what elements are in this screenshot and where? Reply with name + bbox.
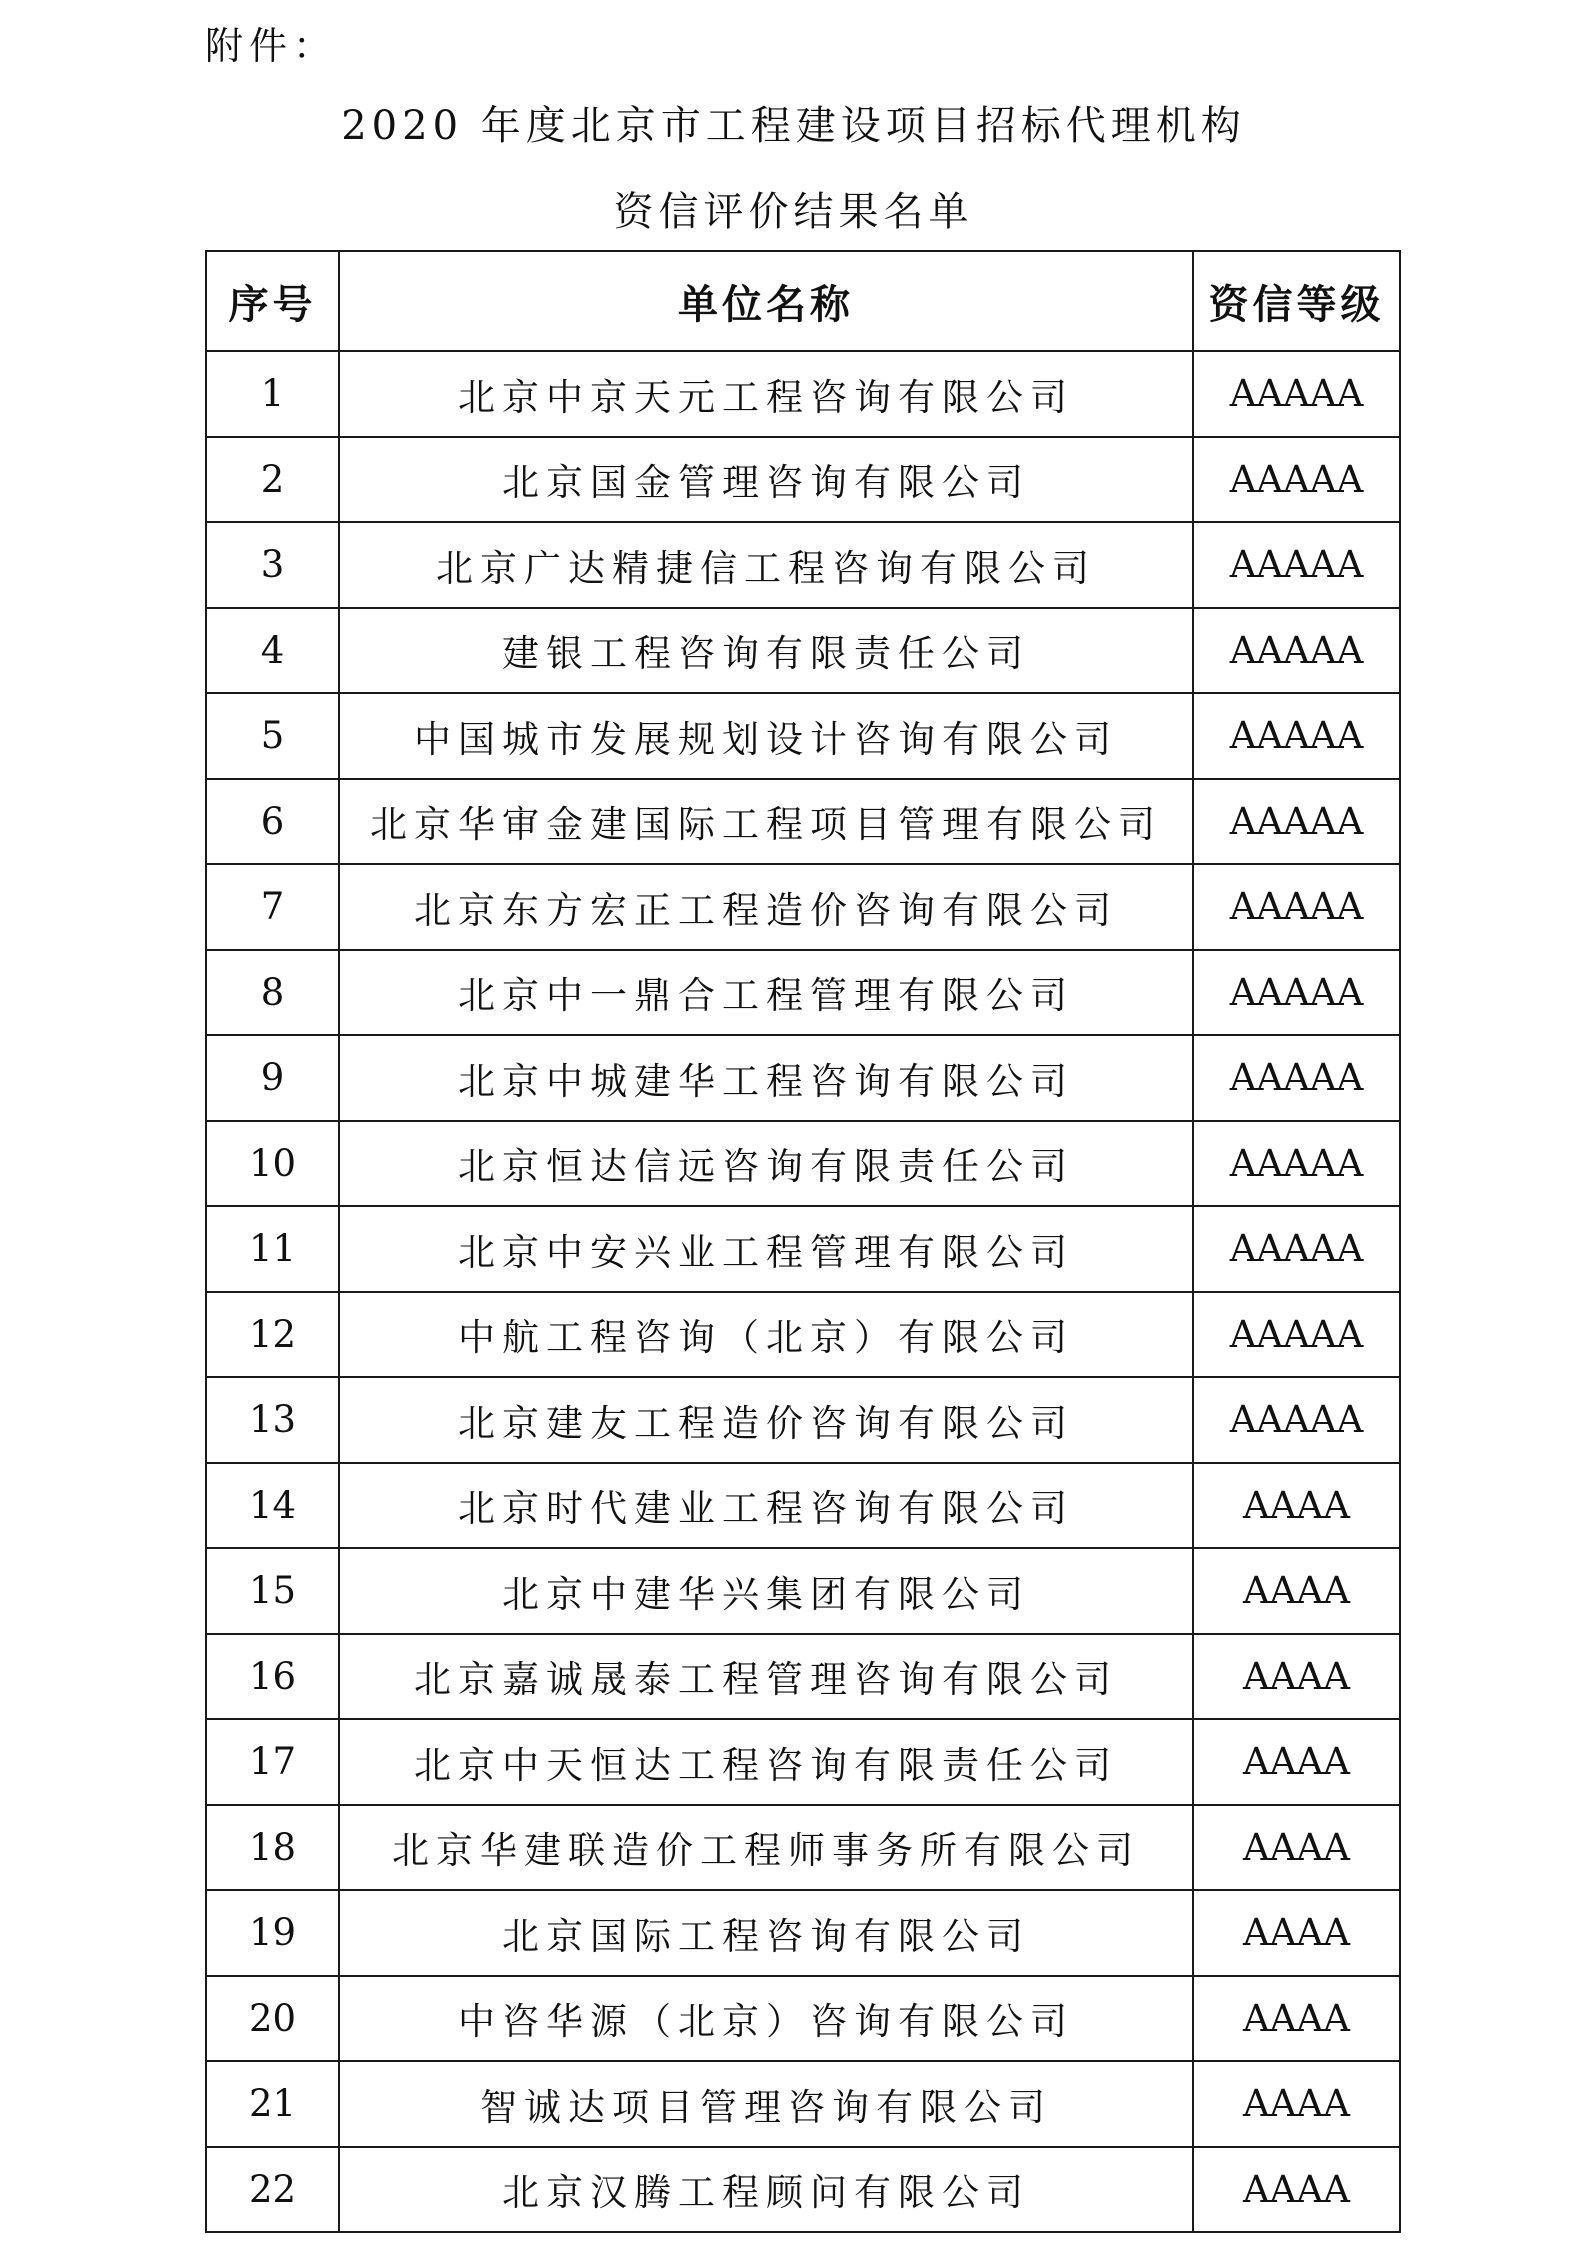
document-title-line-2: 资信评价结果名单 <box>613 189 974 235</box>
table-row <box>206 1976 1400 2062</box>
table-row <box>206 1206 1400 1292</box>
row-index: 7 <box>206 864 339 950</box>
table-row <box>206 693 1400 779</box>
row-credit-grade: AAAA <box>1193 1976 1400 2062</box>
row-index: 1 <box>206 351 339 437</box>
table-row <box>206 1805 1400 1891</box>
row-credit-grade: AAAAA <box>1193 950 1400 1036</box>
row-company-name: 中国城市发展规划设计咨询有限公司 <box>339 693 1193 779</box>
document-title-line-1: 2020 年度北京市工程建设项目招标代理机构 <box>341 103 1246 149</box>
table-row <box>206 1634 1400 1720</box>
row-index: 20 <box>206 1976 339 2062</box>
row-company-name: 北京恒达信远咨询有限责任公司 <box>339 1121 1193 1207</box>
table-row <box>206 779 1400 865</box>
row-credit-grade: AAAA <box>1193 1463 1400 1549</box>
table-row <box>206 437 1400 523</box>
table-row <box>206 1890 1400 1976</box>
row-credit-grade: AAAA <box>1193 1805 1400 1891</box>
table-row <box>206 950 1400 1036</box>
table-body <box>206 351 1400 2232</box>
table-header-row <box>206 251 1400 351</box>
row-credit-grade: AAAA <box>1193 1548 1400 1634</box>
row-credit-grade: AAAAA <box>1193 1035 1400 1121</box>
row-credit-grade: AAAAA <box>1193 693 1400 779</box>
row-credit-grade: AAAA <box>1193 1890 1400 1976</box>
row-company-name: 中咨华源（北京）咨询有限公司 <box>339 1976 1193 2062</box>
row-company-name: 北京中天恒达工程咨询有限责任公司 <box>339 1719 1193 1805</box>
row-index: 17 <box>206 1719 339 1805</box>
credit-rating-table <box>205 250 1401 2233</box>
row-company-name: 北京中建华兴集团有限公司 <box>339 1548 1193 1634</box>
row-index: 14 <box>206 1463 339 1549</box>
table-row <box>206 522 1400 608</box>
table-row <box>206 608 1400 694</box>
row-index: 12 <box>206 1292 339 1378</box>
row-credit-grade: AAAAA <box>1193 864 1400 950</box>
row-index: 2 <box>206 437 339 523</box>
row-company-name: 北京汉腾工程顾问有限公司 <box>339 2147 1193 2233</box>
header-index: 序号 <box>206 251 339 351</box>
header-company-name: 单位名称 <box>339 251 1193 351</box>
row-credit-grade: AAAAA <box>1193 351 1400 437</box>
row-index: 6 <box>206 779 339 865</box>
table-row <box>206 2061 1400 2147</box>
row-company-name: 北京国金管理咨询有限公司 <box>339 437 1193 523</box>
row-credit-grade: AAAAA <box>1193 608 1400 694</box>
row-index: 18 <box>206 1805 339 1891</box>
row-credit-grade: AAAA <box>1193 2061 1400 2147</box>
row-credit-grade: AAAAA <box>1193 437 1400 523</box>
row-index: 10 <box>206 1121 339 1207</box>
row-index: 19 <box>206 1890 339 1976</box>
row-company-name: 北京广达精捷信工程咨询有限公司 <box>339 522 1193 608</box>
row-index: 13 <box>206 1377 339 1463</box>
row-index: 21 <box>206 2061 339 2147</box>
row-index: 8 <box>206 950 339 1036</box>
table-row <box>206 1719 1400 1805</box>
row-credit-grade: AAAA <box>1193 2147 1400 2233</box>
row-company-name: 建银工程咨询有限责任公司 <box>339 608 1193 694</box>
row-credit-grade: AAAA <box>1193 1634 1400 1720</box>
table-row <box>206 1463 1400 1549</box>
row-company-name: 北京华审金建国际工程项目管理有限公司 <box>339 779 1193 865</box>
table-row <box>206 1121 1400 1207</box>
row-credit-grade: AAAAA <box>1193 1292 1400 1378</box>
row-company-name: 中航工程咨询（北京）有限公司 <box>339 1292 1193 1378</box>
header-credit-grade: 资信等级 <box>1193 251 1400 351</box>
row-company-name: 北京建友工程造价咨询有限公司 <box>339 1377 1193 1463</box>
table-row <box>206 1377 1400 1463</box>
table-row <box>206 1292 1400 1378</box>
row-company-name: 北京中城建华工程咨询有限公司 <box>339 1035 1193 1121</box>
table-row <box>206 864 1400 950</box>
row-credit-grade: AAAAA <box>1193 1377 1400 1463</box>
table-row <box>206 1035 1400 1121</box>
row-company-name: 北京中安兴业工程管理有限公司 <box>339 1206 1193 1292</box>
row-credit-grade: AAAAA <box>1193 1206 1400 1292</box>
row-company-name: 北京时代建业工程咨询有限公司 <box>339 1463 1193 1549</box>
row-company-name: 北京中一鼎合工程管理有限公司 <box>339 950 1193 1036</box>
attachment-label: 附件： <box>205 24 338 68</box>
row-index: 4 <box>206 608 339 694</box>
row-index: 11 <box>206 1206 339 1292</box>
row-credit-grade: AAAAA <box>1193 1121 1400 1207</box>
row-index: 9 <box>206 1035 339 1121</box>
row-company-name: 北京国际工程咨询有限公司 <box>339 1890 1193 1976</box>
table-row <box>206 351 1400 437</box>
row-company-name: 北京嘉诚晟泰工程管理咨询有限公司 <box>339 1634 1193 1720</box>
row-index: 3 <box>206 522 339 608</box>
row-company-name: 北京华建联造价工程师事务所有限公司 <box>339 1805 1193 1891</box>
row-credit-grade: AAAAA <box>1193 522 1400 608</box>
row-company-name: 北京中京天元工程咨询有限公司 <box>339 351 1193 437</box>
row-company-name: 智诚达项目管理咨询有限公司 <box>339 2061 1193 2147</box>
table-row <box>206 2147 1400 2233</box>
table-row <box>206 1548 1400 1634</box>
row-company-name: 北京东方宏正工程造价咨询有限公司 <box>339 864 1193 950</box>
row-index: 22 <box>206 2147 339 2233</box>
row-index: 15 <box>206 1548 339 1634</box>
row-credit-grade: AAAA <box>1193 1719 1400 1805</box>
row-credit-grade: AAAAA <box>1193 779 1400 865</box>
row-index: 5 <box>206 693 339 779</box>
row-index: 16 <box>206 1634 339 1720</box>
